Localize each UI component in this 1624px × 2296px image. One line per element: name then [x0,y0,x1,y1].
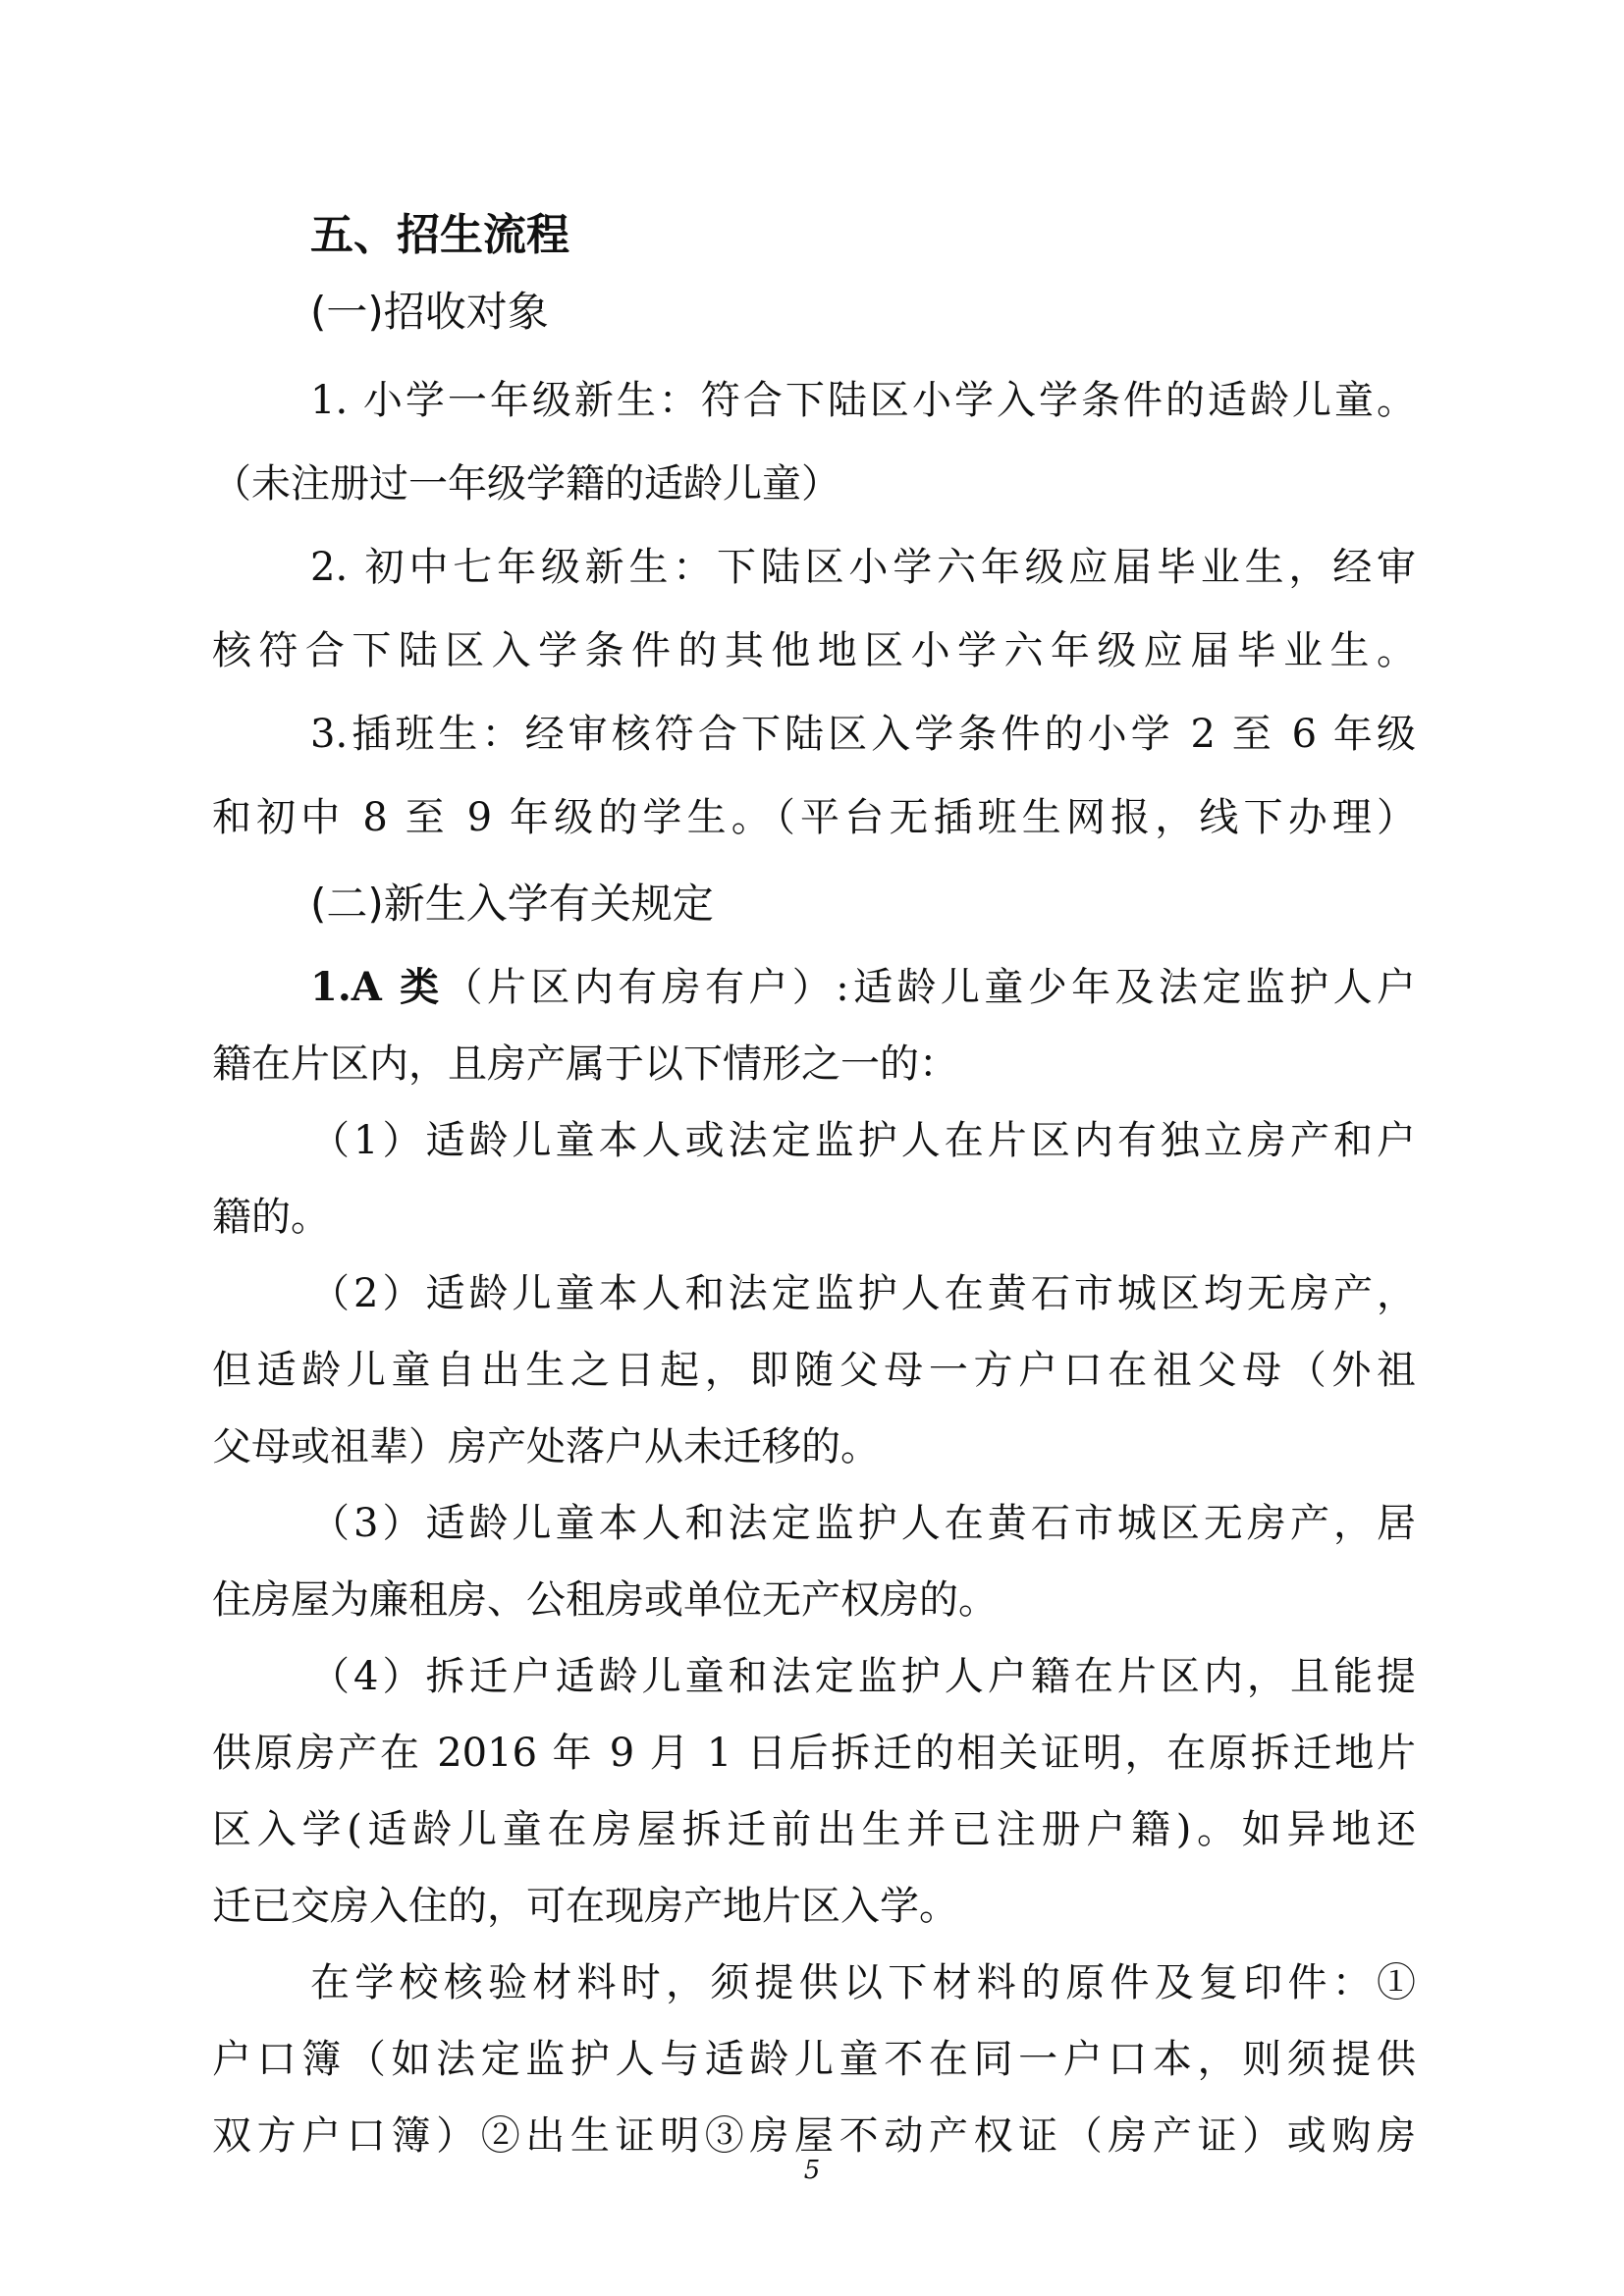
paragraph-line: 父母或祖辈）房产处落户从未迁移的。 [212,1424,880,1469]
paragraph-line: （1）适龄儿童本人或法定监护人在片区内有独立房产和户 [310,1118,1416,1163]
page-number: 5 [803,2156,821,2185]
paragraph-line: 籍的。 [212,1195,330,1240]
subsection-title-1: (一)招收对象 [310,288,549,336]
paragraph-line: 核符合下陆区入学条件的其他地区小学六年级应届毕业生。 [212,628,1416,673]
subsection-title-2: (二)新生入学有关规定 [310,880,714,928]
paragraph-line: （未注册过一年级学籍的适龄儿童） [212,461,840,507]
paragraph-line [310,962,1416,1021]
paragraph-line: 在学校核验材料时，须提供以下材料的原件及复印件：① [310,1960,1416,2005]
paragraph-line: 双方户口簿）②出生证明③房屋不动产权证（房产证）或购房 [212,2113,1416,2159]
category-label: 1.A 类 [310,964,444,1010]
paragraph-line: 和初中 8 至 9 年级的学生。（平台无插班生网报，线下办理） [212,795,1416,840]
paragraph-line: （2）适龄儿童本人和法定监护人在黄石市城区均无房产， [310,1271,1416,1316]
paragraph-line: 区入学(适龄儿童在房屋拆迁前出生并已注册户籍)。如异地还 [212,1807,1416,1852]
paragraph-line: 迁已交房入住的，可在现房产地片区入学。 [212,1884,958,1929]
paragraph-line: （3）适龄儿童本人和法定监护人在黄石市城区无房产，居 [310,1501,1416,1546]
category-text: （片区内有房有户）:适龄儿童少年及法定监护人户 [443,965,1417,1010]
section-heading: 五、招生流程 [310,210,569,260]
paragraph-line: （4）拆迁户适龄儿童和法定监护人户籍在片区内，且能提 [310,1654,1416,1699]
paragraph-line: 但适龄儿童自出生之日起，即随父母一方户口在祖父母（外祖 [212,1348,1416,1393]
paragraph-line: 住房屋为廉租房、公租房或单位无产权房的。 [212,1577,998,1623]
paragraph-line: 2. 初中七年级新生：下陆区小学六年级应届毕业生，经审 [310,545,1416,590]
paragraph-line: 供原房产在 2016 年 9 月 1 日后拆迁的相关证明，在原拆迁地片 [212,1731,1416,1776]
paragraph-line: 籍在片区内，且房产属于以下情形之一的： [212,1041,958,1087]
paragraph-line: 3.插班生：经审核符合下陆区入学条件的小学 2 至 6 年级 [310,712,1416,757]
paragraph-line: 户口簿（如法定监护人与适龄儿童不在同一户口本，则须提供 [212,2037,1416,2082]
paragraph-line: 1. 小学一年级新生：符合下陆区小学入学条件的适龄儿童。 [310,378,1416,423]
